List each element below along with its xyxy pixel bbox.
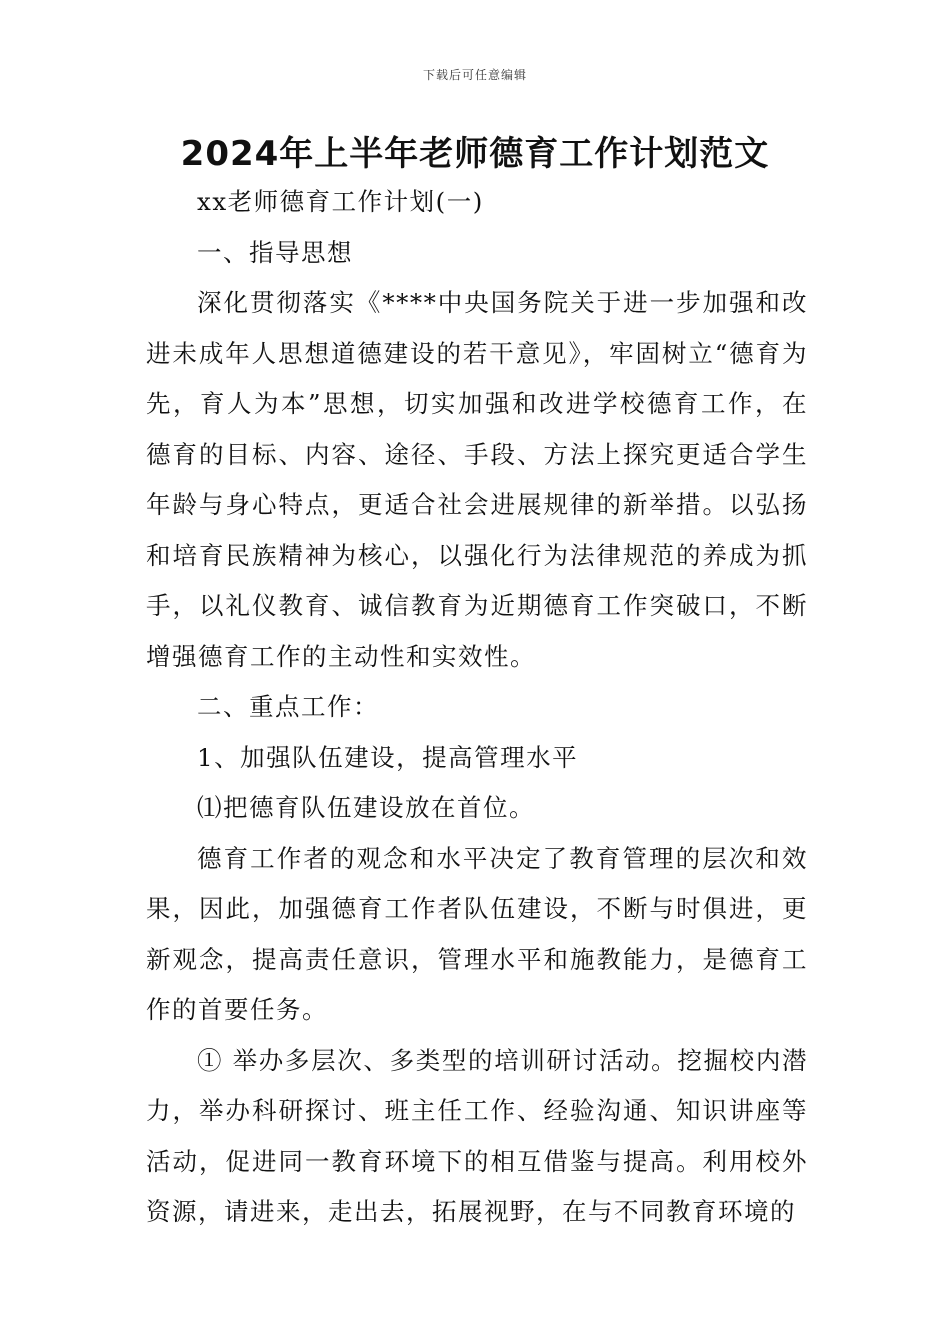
subtitle-paragraph: xx老师德育工作计划(一): [197, 187, 484, 216]
training-activities-paragraph: ① 举办多层次、多类型的培训研讨活动。挖掘校内潜力，举办科研探讨、班主任工作、经验沟通、知识讲座等活动，促进同一教育环境下的相互借鉴与提高。利用校外资源，请进来，走出去，拓展视野，在与不同教育环境的: [146, 1045, 808, 1226]
team-building-paragraph: 德育工作者的观念和水平决定了教育管理的层次和效果，因此，加强德育工作者队伍建设，不断与时俱进，更新观念，提高责任意识，管理水平和施教能力，是德育工作的首要任务。: [146, 843, 808, 1024]
item-heading-priority: ⑴把德育队伍建设放在首位。: [197, 793, 535, 822]
document-title: 2024年上半年老师德育工作计划范文: [180, 134, 770, 174]
guiding-thought-paragraph: 深化贯彻落实《****中央国务院关于进一步加强和改进未成年人思想道德建设的若干意见》，牢固树立“德育为先，育人为本”思想，切实加强和改进学校德育工作，在德育的目标、内容、途径、手段、方法上探究更适合学生年龄与身心特点，更适合社会进展规律的新举措。以弘扬和培育民族精神为核心，以强化行为法律规范的养成为抓手，以礼仪教育、诚信教育为近期德育工作突破口，不断增强德育工作的主动性和实效性。: [146, 288, 808, 671]
section-heading-key-work: 二、重点工作：: [197, 692, 379, 721]
header-note: 下载后可任意编辑: [422, 68, 527, 82]
section-heading-guiding-thought: 一、指导思想: [197, 237, 353, 267]
document-body: [146, 177, 808, 1238]
subsection-heading-team-building: 1、加强队伍建设，提高管理水平: [197, 742, 579, 772]
